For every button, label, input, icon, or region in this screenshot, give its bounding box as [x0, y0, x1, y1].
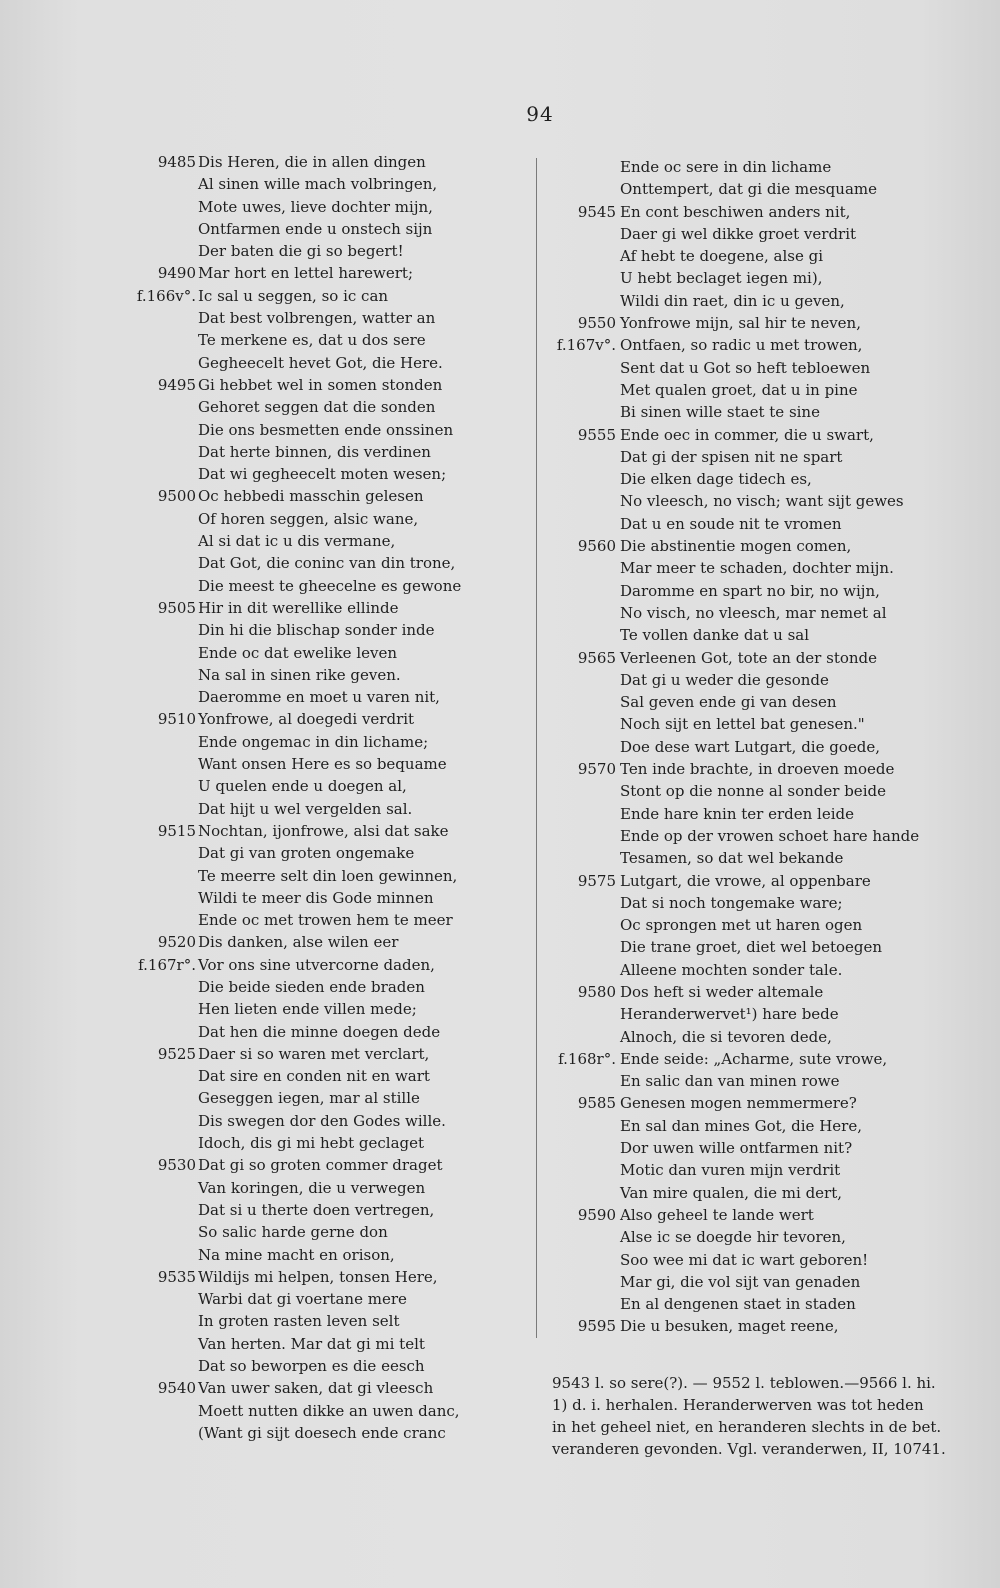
verse-text: Noch sijt en lettel bat genesen."	[620, 715, 865, 734]
verse-number: 9530	[157, 1156, 196, 1175]
verse-text: Ende oc dat ewelike leven	[198, 643, 398, 662]
verse-number: 9580	[577, 982, 616, 1001]
verse-text: Al sinen wille mach volbringen,	[198, 175, 438, 194]
verse-text: Na mine macht en orison,	[198, 1245, 395, 1264]
verse-number: 9540	[157, 1379, 196, 1398]
verse-line	[0, 1092, 1000, 1114]
verse-number: 9545	[577, 202, 616, 221]
verse-text: Want onsen Here es so bequame	[198, 755, 447, 774]
verse-text: Mar hort en lettel harewert;	[198, 264, 413, 283]
verse-text: Daeromme en moet u varen nit,	[198, 688, 440, 707]
verse-line	[0, 401, 1000, 423]
verse-text: Te meerre selt din loen gewinnen,	[198, 866, 458, 885]
verse-line	[0, 267, 1000, 289]
verse-text: Mar gi, die vol sijt van genaden	[620, 1272, 861, 1291]
verse-text: Ontfarmen ende u onstech sijn	[198, 219, 433, 238]
verse-text: Dat gi so groten commer draget	[198, 1156, 443, 1175]
verse-number: 9590	[577, 1205, 616, 1224]
verse-text: U hebt beclaget iegen mi),	[620, 269, 823, 288]
verse-line	[0, 1003, 1000, 1025]
verse-line	[0, 379, 1000, 401]
verse-line	[0, 914, 1000, 936]
verse-text: Alnoch, die si tevoren dede,	[620, 1027, 832, 1046]
verse-line	[0, 468, 1000, 490]
verse-line	[0, 490, 1000, 512]
verse-number: f.167v°.	[556, 336, 616, 355]
verse-text: Lutgart, die vrowe, al oppenbare	[620, 871, 871, 890]
verse-line	[0, 201, 1000, 223]
verse-line	[0, 803, 1000, 825]
verse-line	[0, 1026, 1000, 1048]
verse-text: Die u besuken, maget reene,	[620, 1317, 839, 1336]
verse-text: No visch, no vleesch, mar nemet al	[620, 603, 887, 622]
verse-text: Oc sprongen met ut haren ogen	[620, 916, 863, 935]
verse-text: Wildi te meer dis Gode minnen	[198, 888, 434, 907]
verse-line	[0, 936, 1000, 958]
verse-text: No vleesch, no visch; want sijt gewes	[620, 492, 904, 511]
verse-line	[0, 1315, 1000, 1337]
verse-line	[0, 513, 1000, 535]
verse-text: Dat hen die minne doegen dede	[198, 1022, 441, 1041]
verse-text: Ende ongemac in din lichame;	[198, 732, 429, 751]
verse-text: Dat si noch tongemake ware;	[620, 893, 843, 912]
verse-text: Ten inde brachte, in droeven moede	[620, 760, 895, 779]
verse-text: In groten rasten leven selt	[198, 1312, 400, 1331]
verse-line	[0, 1226, 1000, 1248]
verse-text: Gegheecelt hevet Got, die Here.	[198, 353, 443, 372]
verse-text: Dat gi der spisen nit ne spart	[620, 447, 843, 466]
verse-text: Te merkene es, dat u dos sere	[198, 331, 426, 350]
verse-text: Van herten. Mar dat gi mi telt	[198, 1334, 425, 1353]
verse-number: 9570	[577, 760, 616, 779]
verse-text: Dat so beworpen es die eesch	[198, 1357, 425, 1376]
verse-text: Soo wee mi dat ic wart geboren!	[620, 1250, 869, 1269]
verse-text: Genesen mogen nemmermere?	[620, 1094, 857, 1113]
verse-number: 9535	[157, 1267, 196, 1286]
verse-text: Sal geven ende gi van desen	[620, 693, 837, 712]
verse-text: Die elken dage tidech es,	[620, 470, 812, 489]
verse-line	[0, 758, 1000, 780]
verse-text: Motic dan vuren mijn verdrit	[620, 1161, 841, 1180]
verse-text: Ende seide: „Acharme, sute vrowe,	[620, 1049, 888, 1068]
page-number: 94	[526, 102, 554, 126]
verse-line	[0, 535, 1000, 557]
verse-text: Die beide sieden ende braden	[198, 977, 425, 996]
verse-text: Dat gi van groten ongemake	[198, 844, 415, 863]
verse-text: Die meest te gheecelne es gewone	[198, 576, 462, 595]
verse-number: 9555	[577, 425, 616, 444]
verse-text: Stont op die nonne al sonder beide	[620, 782, 886, 801]
verse-line	[0, 1400, 470, 1422]
verse-text: En salic dan van minen rowe	[620, 1072, 840, 1091]
verse-text: Van mire qualen, die mi dert,	[620, 1183, 843, 1202]
verse-line	[0, 825, 1000, 847]
verse-number: 9560	[577, 537, 616, 556]
verse-text: Daer gi wel dikke groet verdrit	[620, 224, 857, 243]
verse-text: Dat gi u weder die gesonde	[620, 670, 829, 689]
footnotes	[552, 1372, 946, 1460]
verse-line	[0, 892, 1000, 914]
verse-number: 9595	[577, 1317, 616, 1336]
verse-line	[0, 580, 1000, 602]
verse-text: So salic harde gerne don	[198, 1223, 388, 1242]
verse-line	[0, 959, 1000, 981]
verse-text: Der baten die gi so begert!	[198, 242, 404, 261]
verse-line	[0, 1204, 1000, 1226]
verse-text: Te vollen danke dat u sal	[620, 626, 810, 645]
verse-text: Dat best volbrengen, watter an	[198, 309, 436, 328]
verse-text: Ende oec in commer, die u swart,	[620, 425, 874, 444]
verse-text: Daer si so waren met verclart,	[198, 1044, 430, 1063]
verse-text: En cont beschiwen anders nit,	[620, 202, 851, 221]
verse-line	[0, 1271, 1000, 1293]
footnote-line: veranderen gevonden. Vgl. veranderwen, II, 10741.	[552, 1440, 946, 1458]
verse-text: Dis swegen dor den Godes wille.	[198, 1111, 446, 1130]
verse-text: Also geheel te lande wert	[620, 1205, 814, 1224]
verse-number: 9490	[157, 264, 196, 283]
verse-line	[0, 981, 1000, 1003]
verse-line	[0, 1115, 1000, 1137]
verse-number: f.166v°.	[136, 286, 196, 305]
verse-text: Moett nutten dikke an uwen danc,	[198, 1401, 460, 1420]
verse-text: Die abstinentie mogen comen,	[620, 537, 852, 556]
verse-line	[0, 736, 1000, 758]
verse-text: Na sal in sinen rike geven.	[198, 665, 401, 684]
verse-line	[0, 1137, 1000, 1159]
verse-text: Ende oc sere in din lichame	[620, 158, 832, 176]
verse-text: Ic sal u seggen, so ic can	[198, 286, 389, 305]
footnote-line: 9543 l. so sere(?). — 9552 l. teblowen.—9566 l. hi.	[552, 1374, 936, 1392]
verse-line	[0, 713, 1000, 735]
verse-line	[0, 870, 1000, 892]
verse-line	[0, 178, 1000, 200]
verse-text: Daromme en spart no bir, no wijn,	[620, 581, 880, 600]
verse-text: Warbi dat gi voertane mere	[198, 1290, 407, 1309]
verse-number: 9525	[157, 1044, 196, 1063]
verse-text: Al si dat ic u dis vermane,	[198, 532, 396, 551]
verse-text: Dat Got, die coninc van din trone,	[198, 554, 456, 573]
verse-line	[0, 602, 1000, 624]
verse-line	[0, 446, 1000, 468]
verse-number: 9550	[577, 314, 616, 333]
verse-text: Onttempert, dat gi die mesquame	[620, 180, 877, 199]
verse-line	[0, 691, 1000, 713]
verse-line	[0, 624, 1000, 646]
verse-text: Dat u en soude nit te vromen	[620, 514, 842, 533]
verse-text: En al dengenen staet in staden	[620, 1295, 856, 1314]
verse-text: Hir in dit werellike ellinde	[198, 598, 399, 617]
verse-number: 9520	[157, 933, 196, 952]
verse-text: Wildijs mi helpen, tonsen Here,	[198, 1267, 438, 1286]
verse-text: Dat wi gegheecelt moten wesen;	[198, 465, 447, 484]
verse-line	[0, 1355, 470, 1377]
verse-line	[0, 334, 1000, 356]
verse-text: Bi sinen wille staet te sine	[620, 403, 820, 422]
verse-text: Die ons besmetten ende onssinen	[198, 420, 454, 439]
verse-line	[0, 223, 1000, 245]
verse-text: Nochtan, ijonfrowe, alsi dat sake	[198, 821, 449, 840]
verse-text: Tesamen, so dat wel bekande	[620, 849, 844, 868]
verse-text: Ende oc met trowen hem te meer	[198, 911, 453, 930]
verse-text: Dis Heren, die in allen dingen	[198, 153, 426, 171]
verse-line	[0, 156, 1000, 178]
verse-number: 9505	[157, 598, 196, 617]
verse-line	[0, 1070, 1000, 1092]
verse-text: Alleene mochten sonder tale.	[620, 960, 843, 979]
verse-text: Dat si u therte doen vertregen,	[198, 1200, 435, 1219]
verse-text: Wildi din raet, din ic u geven,	[620, 291, 845, 310]
verse-text: Hen lieten ende villen mede;	[198, 1000, 417, 1019]
verse-text: Alse ic se doegde hir tevoren,	[620, 1228, 846, 1247]
verse-text: En sal dan mines Got, die Here,	[620, 1116, 862, 1135]
verse-text: Dor uwen wille ontfarmen nit?	[620, 1139, 853, 1158]
right-verse-column	[0, 156, 1000, 1338]
verse-text: Vor ons sine utvercorne daden,	[198, 955, 435, 974]
verse-line	[0, 424, 1000, 446]
verse-line	[0, 847, 1000, 869]
verse-line	[0, 290, 1000, 312]
verse-number: f.167r°.	[138, 955, 196, 974]
verse-text: Geseggen iegen, mar al stille	[198, 1089, 420, 1108]
verse-number: 9565	[577, 648, 616, 667]
verse-text: Sent dat u Got so heft tebloewen	[620, 358, 871, 377]
verse-text: Oc hebbedi masschin gelesen	[198, 487, 424, 506]
verse-text: Af hebt te doegene, alse gi	[620, 247, 824, 266]
verse-line	[0, 647, 1000, 669]
verse-line	[0, 245, 1000, 267]
verse-number: 9575	[577, 871, 616, 890]
verse-text: Van koringen, die u verwegen	[198, 1178, 426, 1197]
verse-text: Mar meer te schaden, dochter mijn.	[620, 559, 894, 578]
verse-text: Yonfrowe mijn, sal hir te neven,	[620, 314, 861, 333]
verse-line	[0, 557, 1000, 579]
verse-line	[0, 312, 1000, 334]
verse-number: 9515	[157, 821, 196, 840]
verse-line	[0, 1159, 1000, 1181]
verse-text: Doe dese wart Lutgart, die goede,	[620, 737, 881, 756]
verse-line	[0, 1293, 1000, 1315]
verse-text: Met qualen groet, dat u in pine	[620, 380, 858, 399]
verse-line	[0, 1048, 1000, 1070]
verse-line	[0, 1422, 470, 1444]
verse-text: Idoch, dis gi mi hebt geclaget	[198, 1134, 425, 1153]
verse-text: Gehoret seggen dat die sonden	[198, 398, 436, 417]
verse-line	[0, 780, 1000, 802]
verse-text: Heranderwervet¹) hare bede	[620, 1005, 839, 1024]
verse-text: Dos heft si weder altemale	[620, 982, 824, 1001]
verse-text: Dis danken, alse wilen eer	[198, 933, 399, 952]
verse-number: 9500	[157, 487, 196, 506]
verse-line	[0, 357, 1000, 379]
verse-text: Die trane groet, diet wel betoegen	[620, 938, 883, 957]
verse-line	[0, 1249, 1000, 1271]
verse-text: Mote uwes, lieve dochter mijn,	[198, 197, 433, 216]
verse-text: Yonfrowe, al doegedi verdrit	[198, 710, 415, 729]
verse-line	[0, 1377, 470, 1399]
verse-line	[0, 1182, 1000, 1204]
verse-text: Verleenen Got, tote an der stonde	[620, 648, 878, 667]
verse-text: Dat hijt u wel vergelden sal.	[198, 799, 413, 818]
verse-text: (Want gi sijt doesech ende cranc	[198, 1423, 446, 1442]
footnote-line: in het geheel niet, en heranderen slechts in de bet.	[552, 1418, 942, 1436]
verse-text: Ende op der vrowen schoet hare hande	[620, 826, 920, 845]
verse-text: Dat herte binnen, dis verdinen	[198, 442, 431, 461]
verse-text: Van uwer saken, dat gi vleesch	[198, 1379, 434, 1398]
verse-number: f.168r°.	[558, 1049, 616, 1068]
verse-text: Of horen seggen, alsic wane,	[198, 509, 419, 528]
verse-text: Ende hare knin ter erden leide	[620, 804, 855, 823]
verse-text: Ontfaen, so radic u met trowen,	[620, 336, 863, 355]
verse-text: U quelen ende u doegen al,	[198, 777, 407, 796]
verse-number: 9585	[577, 1094, 616, 1113]
verse-number: 9485	[157, 153, 196, 171]
footnote-line: 1) d. i. herhalen. Heranderwerven was tot heden	[552, 1396, 924, 1414]
verse-number: 9495	[157, 375, 196, 394]
verse-text: Gi hebbet wel in somen stonden	[198, 375, 443, 394]
verse-line	[0, 669, 1000, 691]
verse-number: 9510	[157, 710, 196, 729]
verse-text: Din hi die blischap sonder inde	[198, 621, 435, 640]
verse-text: Dat sire en conden nit en wart	[198, 1067, 430, 1086]
